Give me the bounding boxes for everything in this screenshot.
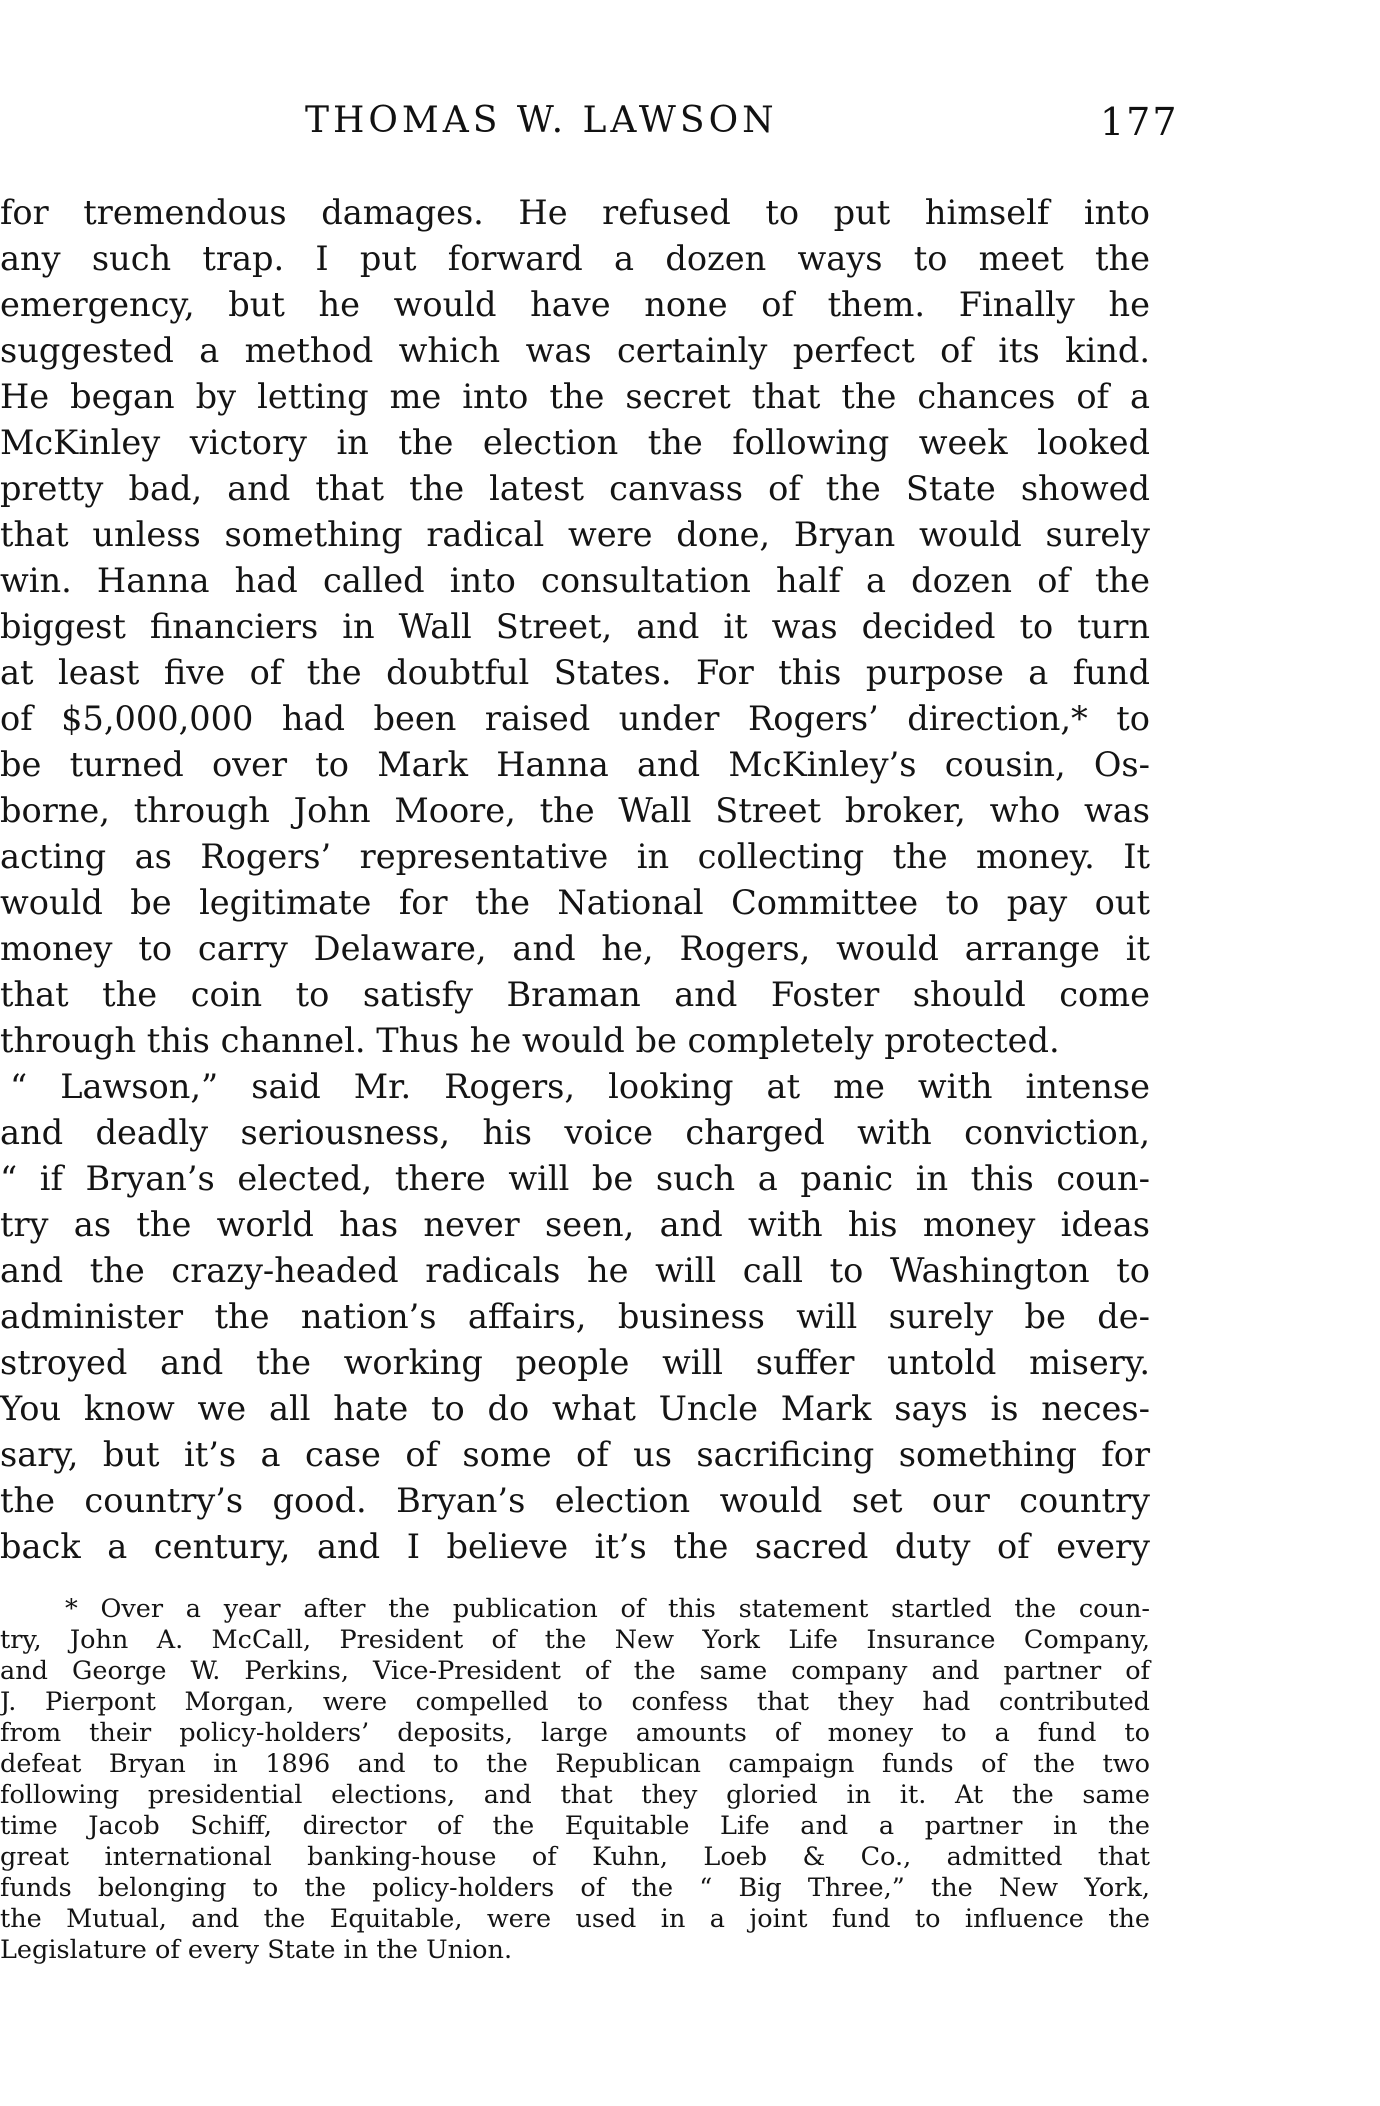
page-number: 177 [1100,100,1179,144]
running-head [0,100,1380,160]
body-line: and deadly seriousness, his voice charged with conviction, [0,1113,1150,1152]
body-line: pretty bad, and that the latest canvass of the State showed [0,469,1150,508]
body-line: emergency, but he would have none of them. Finally he [0,285,1150,324]
body-line: at least five of the doubtful States. For this purpose a fund [0,653,1150,692]
body-line: the country’s good. Bryan’s election would set our country [0,1481,1150,1520]
footnote-line: following presidential elections, and that they gloried in it. At the same [0,1780,1150,1810]
footnote [0,1594,1150,1966]
body-line: “ if Bryan’s elected, there will be such a panic in this coun- [0,1159,1150,1198]
body-line: sary, but it’s a case of some of us sacrificing something for [0,1435,1150,1474]
footnote-line: Legislature of every State in the Union. [0,1935,513,1965]
body-line: McKinley victory in the election the following week looked [0,423,1150,462]
body-line: administer the nation’s affairs, business will surely be de- [0,1297,1150,1336]
body-text [0,190,1150,1570]
body-line: biggest financiers in Wall Street, and it was decided to turn [0,607,1150,646]
footnote-line: great international banking-house of Kuhn, Loeb & Co., admitted that [0,1842,1150,1872]
footnote-line: J. Pierpont Morgan, were compelled to confess that they had contributed [0,1687,1150,1717]
body-line: for tremendous damages. He refused to put himself into [0,193,1150,232]
body-line: borne, through John Moore, the Wall Street broker, who was [0,791,1150,830]
body-line: that the coin to satisfy Braman and Foster should come [0,975,1150,1014]
body-line: through this channel. Thus he would be completely protected. [0,1021,1060,1060]
body-line: that unless something radical were done, Bryan would surely [0,515,1150,554]
footnote-line: defeat Bryan in 1896 and to the Republican campaign funds of the two [0,1749,1150,1779]
body-line: try as the world has never seen, and with his money ideas [0,1205,1150,1244]
footnote-line: try, John A. McCall, President of the New York Life Insurance Company, [0,1625,1150,1655]
footnote-line: from their policy-holders’ deposits, large amounts of money to a fund to [0,1718,1150,1748]
body-line: be turned over to Mark Hanna and McKinley’s cousin, Os- [0,745,1150,784]
body-line: any such trap. I put forward a dozen ways to meet the [0,239,1150,278]
footnote-line: the Mutual, and the Equitable, were used in a joint fund to influence the [0,1904,1150,1934]
body-line: stroyed and the working people will suffer untold misery. [0,1343,1150,1382]
body-line: You know we all hate to do what Uncle Mark says is neces- [0,1389,1150,1428]
body-line: back a century, and I believe it’s the sacred duty of every [0,1527,1150,1566]
footnote-line: time Jacob Schiff, director of the Equitable Life and a partner in the [0,1811,1150,1841]
body-line: of $5,000,000 had been raised under Rogers’ direction,* to [0,699,1150,738]
footnote-line: funds belonging to the policy-holders of the “ Big Three,” the New York, [0,1873,1150,1903]
body-line: win. Hanna had called into consultation half a dozen of the [0,561,1150,600]
body-line: He began by letting me into the secret that the chances of a [0,377,1150,416]
body-line: would be legitimate for the National Committee to pay out [0,883,1150,922]
body-line: acting as Rogers’ representative in collecting the money. It [0,837,1150,876]
body-line: suggested a method which was certainly perfect of its kind. [0,331,1150,370]
body-line: money to carry Delaware, and he, Rogers, would arrange it [0,929,1150,968]
body-line: and the crazy-headed radicals he will call to Washington to [0,1251,1150,1290]
running-title: THOMAS W. LAWSON [305,100,778,141]
body-line: “ Lawson,” said Mr. Rogers, looking at me with intense [10,1067,1150,1106]
footnote-line: and George W. Perkins, Vice-President of the same company and partner of [0,1656,1150,1686]
footnote-line: * Over a year after the publication of this statement startled the coun- [65,1594,1150,1624]
